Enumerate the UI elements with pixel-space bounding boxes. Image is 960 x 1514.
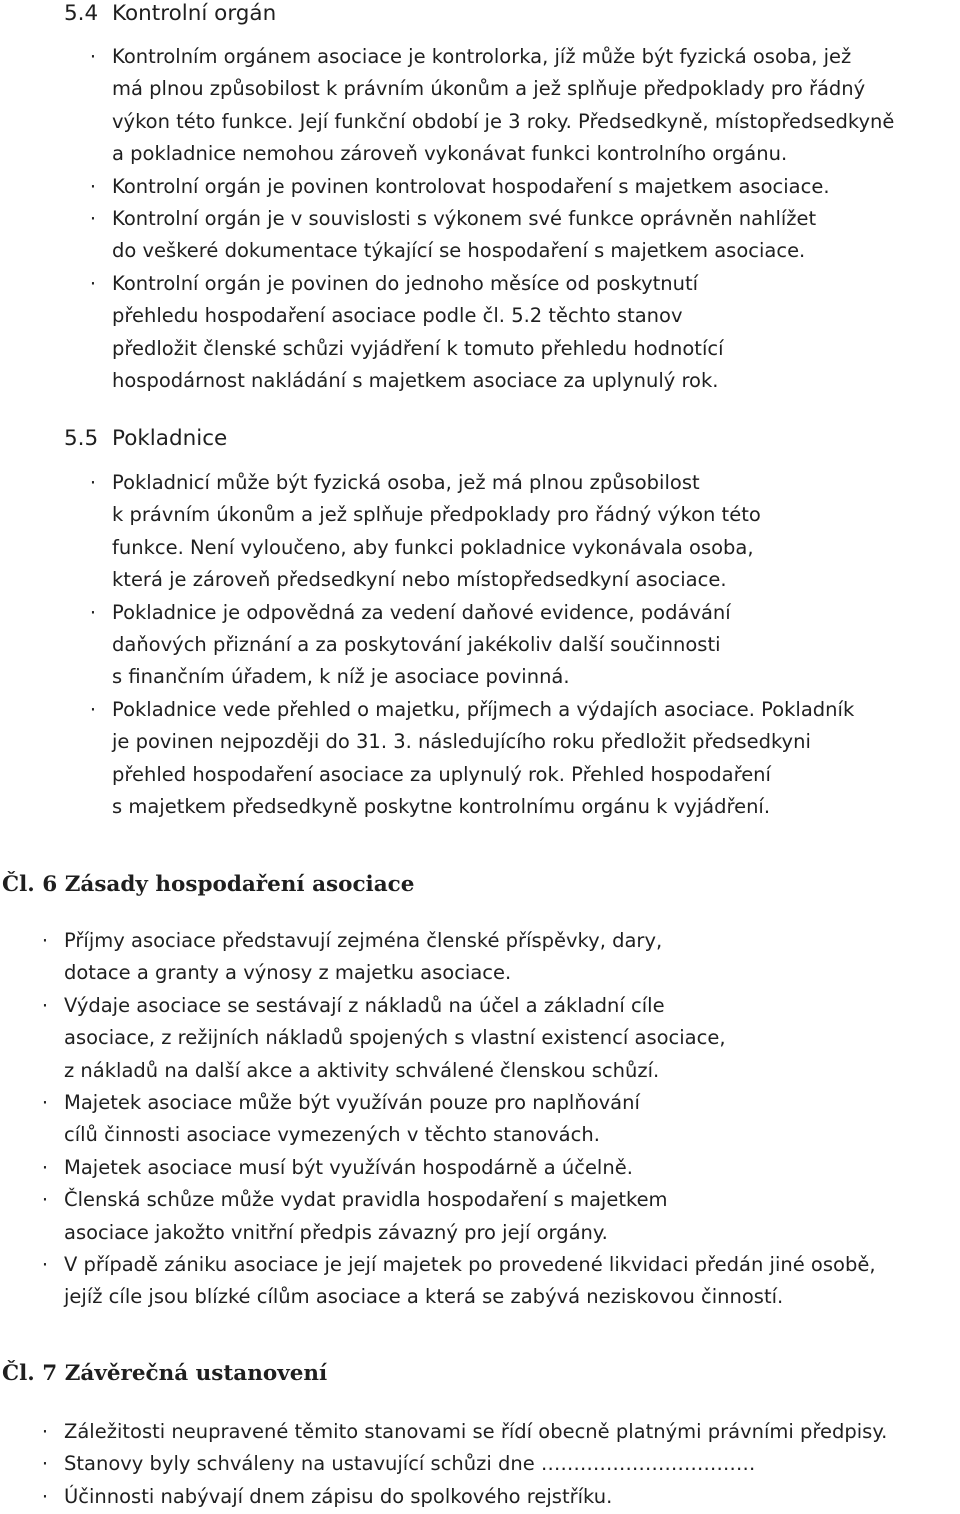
section-5-4-list bbox=[89, 41, 960, 397]
list-item bbox=[89, 694, 960, 824]
text-line: cílů činnosti asociace vymezených v těchto stanovách. bbox=[64, 1123, 600, 1147]
bullet: · bbox=[41, 1155, 49, 1179]
text-line: která je zároveň předsedkyní nebo místopředsedkyní asociace. bbox=[112, 568, 727, 592]
list-item bbox=[41, 1249, 960, 1314]
text-line: Příjmy asociace představují zejména členské příspěvky, dary, bbox=[64, 929, 663, 952]
text-line: dotace a granty a výnosy z majetku asociace. bbox=[64, 961, 512, 985]
bullet: · bbox=[41, 1452, 49, 1476]
bullet: · bbox=[89, 697, 97, 721]
text-line: V případě zániku asociace je její majetek po provedené likvidaci předán jiné osobě, bbox=[64, 1253, 876, 1277]
text-line: asociace, z režijních nákladů spojených s vlastní existencí asociace, bbox=[64, 1026, 726, 1050]
bullet: · bbox=[89, 45, 97, 68]
text-line: Stanovy byly schváleny na ustavující schůzi dne …………………………… bbox=[64, 1452, 756, 1476]
list-item bbox=[41, 1152, 960, 1184]
list-item bbox=[89, 203, 960, 268]
section-5-5-heading bbox=[64, 428, 227, 450]
bullet: · bbox=[89, 271, 97, 295]
text-line: Kontrolním orgánem asociace je kontrolorka, jíž může být fyzická osoba, jež bbox=[112, 45, 852, 68]
list-item bbox=[89, 171, 960, 203]
bullet: · bbox=[41, 993, 49, 1017]
bullet: · bbox=[89, 174, 97, 198]
text-line: s majetkem předsedkyně poskytne kontrolnímu orgánu k vyjádření. bbox=[112, 795, 771, 819]
text-line: Záležitosti neupravené těmito stanovami se řídí obecně platnými právními předpisy. bbox=[64, 1420, 888, 1443]
bullet: · bbox=[41, 1188, 49, 1212]
text-line: k právním úkonům a jež splňuje předpoklady pro řádný výkon této bbox=[112, 503, 761, 527]
text-line: předložit členské schůzi vyjádření k tomuto přehledu hodnotící bbox=[112, 336, 724, 360]
list-item bbox=[41, 1184, 960, 1249]
text-line: z nákladů na další akce a aktivity schválené členskou schůzí. bbox=[64, 1058, 660, 1082]
text-line: Výdaje asociace se sestávají z nákladů na účel a základní cíle bbox=[64, 993, 665, 1017]
text-line: Pokladnicí může být fyzická osoba, jež má plnou způsobilost bbox=[112, 471, 700, 494]
text-line: Majetek asociace musí být využíván hospodárně a účelně. bbox=[64, 1155, 633, 1179]
text-line: Pokladnice je odpovědná za vedení daňové evidence, podávání bbox=[112, 600, 731, 624]
list-item bbox=[89, 41, 960, 171]
section-number: 5.4 bbox=[64, 1, 99, 26]
text-line: Členská schůze může vydat pravidla hospodaření s majetkem bbox=[64, 1188, 668, 1212]
list-item bbox=[41, 925, 960, 990]
article-6-list bbox=[41, 925, 960, 1314]
list-item bbox=[41, 1481, 960, 1513]
article-7-heading: Čl. 7 Závěrečná ustanovení bbox=[2, 1361, 328, 1386]
text-line: Účinnosti nabývají dnem zápisu do spolkového rejstříku. bbox=[64, 1484, 613, 1508]
list-item bbox=[89, 597, 960, 694]
text-line: asociace jakožto vnitřní předpis závazný pro její orgány. bbox=[64, 1220, 608, 1244]
text-line: daňových přiznání a za poskytování jakékoliv další součinnosti bbox=[112, 633, 721, 657]
text-line: jejíž cíle jsou blízké cílům asociace a která se zabývá neziskovou činností. bbox=[64, 1285, 784, 1309]
bullet: · bbox=[41, 1484, 49, 1508]
text-line: Kontrolní orgán je povinen do jednoho měsíce od poskytnutí bbox=[112, 271, 699, 295]
text-line: funkce. Není vyloučeno, aby funkci pokladnice vykonávala osoba, bbox=[112, 535, 754, 559]
bullet: · bbox=[89, 471, 97, 494]
text-line: Kontrolní orgán je povinen kontrolovat hospodaření s majetkem asociace. bbox=[112, 174, 830, 198]
bullet: · bbox=[41, 1091, 49, 1115]
section-title: Kontrolní orgán bbox=[112, 1, 277, 26]
section-number: 5.5 bbox=[64, 426, 99, 451]
text-line: hospodárnost nakládání s majetkem asociace za uplynulý rok. bbox=[112, 369, 719, 393]
bullet: · bbox=[41, 1420, 49, 1443]
list-item bbox=[41, 990, 960, 1087]
text-line: přehled hospodaření asociace za uplynulý rok. Přehled hospodaření bbox=[112, 762, 771, 786]
article-7-list bbox=[41, 1416, 960, 1513]
bullet: · bbox=[41, 1253, 49, 1277]
text-line: a pokladnice nemohou zároveň vykonávat funkci kontrolního orgánu. bbox=[112, 142, 788, 166]
section-5-4-heading bbox=[64, 3, 276, 25]
list-item bbox=[41, 1416, 960, 1448]
section-5-5-list bbox=[89, 467, 960, 823]
bullet: · bbox=[41, 929, 49, 952]
bullet: · bbox=[89, 600, 97, 624]
bullet: · bbox=[89, 207, 97, 231]
text-line: Majetek asociace může být využíván pouze pro naplňování bbox=[64, 1091, 640, 1115]
list-item bbox=[89, 467, 960, 597]
text-line: výkon této funkce. Její funkční období je 3 roky. Předsedkyně, místopředsedkyně bbox=[112, 109, 895, 133]
text-line: Kontrolní orgán je v souvislosti s výkonem své funkce oprávněn nahlížet bbox=[112, 207, 817, 231]
list-item bbox=[41, 1448, 960, 1480]
section-title: Pokladnice bbox=[112, 426, 228, 451]
text-line: má plnou způsobilost k právním úkonům a jež splňuje předpoklady pro řádný bbox=[112, 77, 866, 101]
text-line: do veškeré dokumentace týkající se hospodaření s majetkem asociace. bbox=[112, 239, 806, 263]
text-line: Pokladnice vede přehled o majetku, příjmech a výdajích asociace. Pokladník bbox=[112, 697, 855, 721]
article-6-heading: Čl. 6 Zásady hospodaření asociace bbox=[2, 872, 415, 897]
text-line: přehledu hospodaření asociace podle čl. 5.2 těchto stanov bbox=[112, 304, 683, 328]
list-item bbox=[89, 268, 960, 398]
list-item bbox=[41, 1087, 960, 1152]
text-line: je povinen nejpozději do 31. 3. následujícího roku předložit předsedkyni bbox=[112, 730, 811, 754]
text-line: s finančním úřadem, k níž je asociace povinná. bbox=[112, 665, 570, 689]
